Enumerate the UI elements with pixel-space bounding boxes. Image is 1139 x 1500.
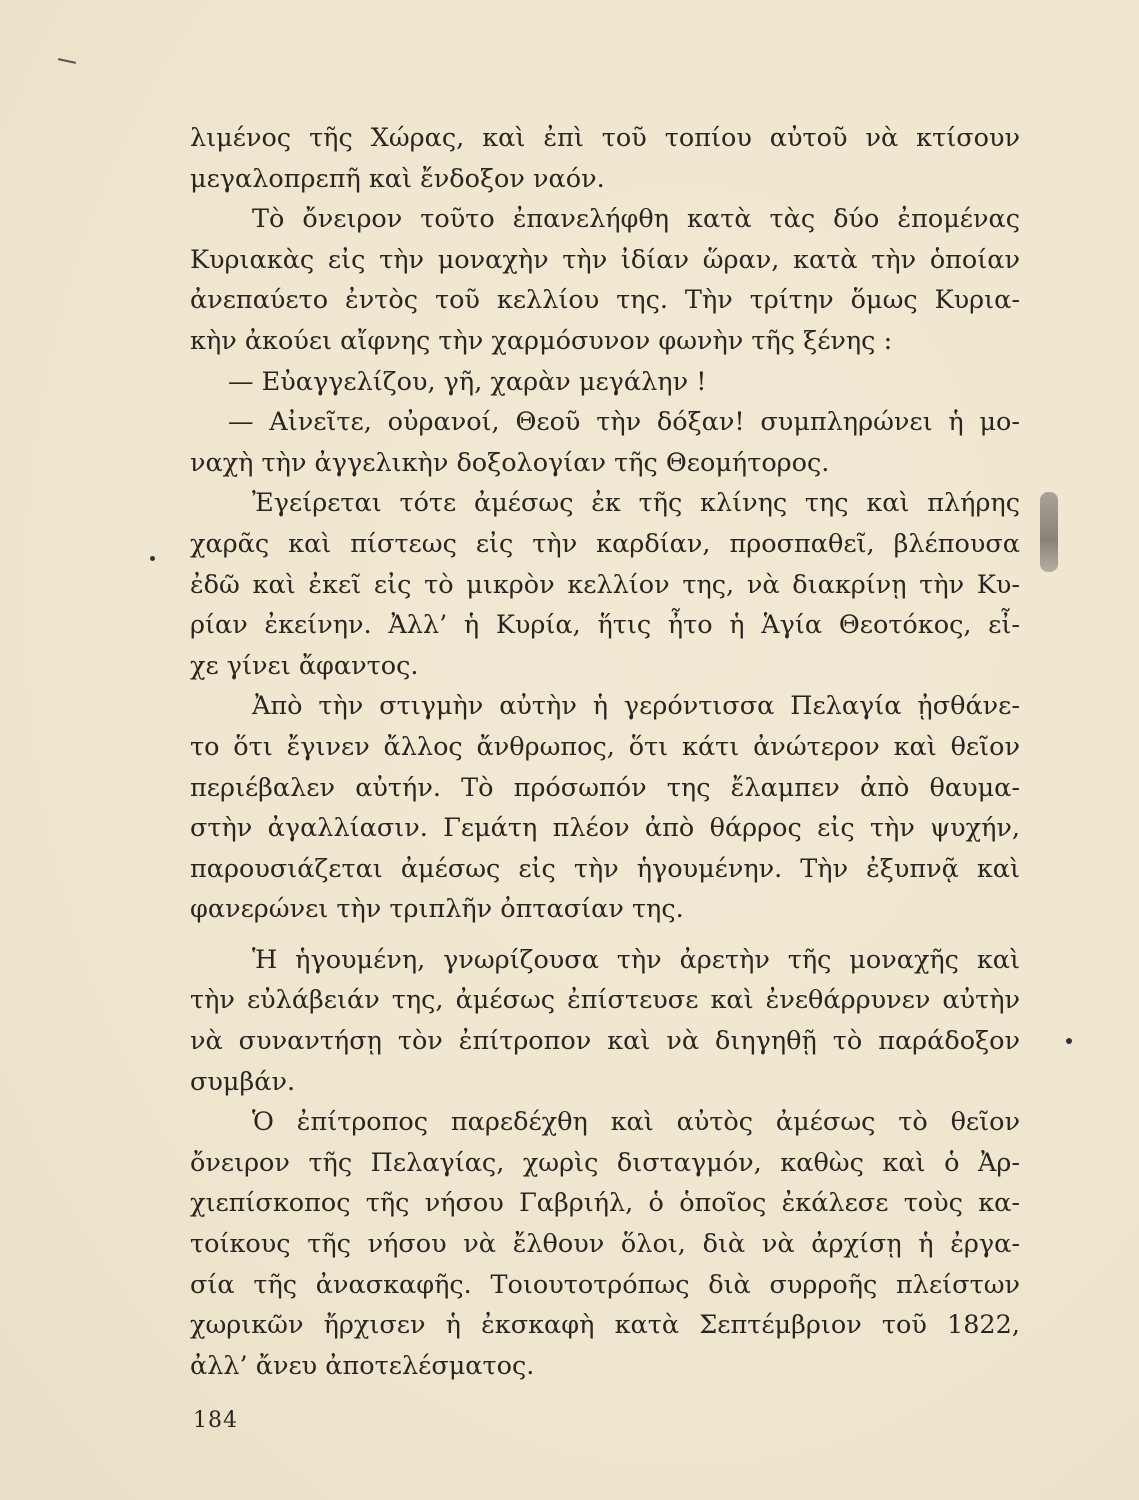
text-line: Ἐγείρεται τότε ἀμέσως ἐκ τῆς κλίνης της καὶ πλήρης — [252, 488, 1020, 519]
text-line: τοίκους τῆς νήσου νὰ ἔλθουν ὅλοι, διὰ νὰ ἀρχίσῃ ἡ ἐργα- — [190, 1229, 1020, 1260]
text-line: ἀνεπαύετο ἐντὸς τοῦ κελλίου της. Τὴν τρίτην ὅμως Κυρια- — [190, 285, 1020, 316]
text-line: χε γίνει ἄφαντος. — [190, 650, 419, 681]
text-line: — Αἰνεῖτε, οὐρανοί, Θεοῦ τὴν δόξαν! συμπληρώνει ἡ μο- — [228, 407, 1020, 438]
text-line: μεγαλοπρεπῆ καὶ ἔνδοξον ναόν. — [190, 163, 605, 194]
corner-stroke — [58, 58, 76, 64]
text-line: ὄνειρον τῆς Πελαγίας, χωρὶς δισταγμόν, καθὼς καὶ ὁ Ἀρ- — [190, 1147, 1020, 1178]
text-line: ἀλλ’ ἄνευ ἀποτελέσματος. — [190, 1350, 535, 1381]
text-line: κὴν ἀκούει αἴφνης τὴν χαρμόσυνον φωνὴν τῆς ξένης : — [190, 325, 893, 356]
text-line: χαρᾶς καὶ πίστεως εἰς τὴν καρδίαν, προσπαθεῖ, βλέπουσα — [190, 528, 1020, 559]
text-line: ρίαν ἐκείνην. Ἀλλ’ ἡ Κυρία, ἥτις ἦτο ἡ Ἁγία Θεοτόκος, εἶ- — [190, 610, 1020, 641]
text-line: — Εὐαγγελίζου, γῆ, χαρὰν μεγάλην ! — [228, 366, 707, 397]
text-line: Τὸ ὄνειρον τοῦτο ἐπανελήφθη κατὰ τὰς δύο ἐπομένας — [252, 204, 1020, 235]
text-line: χωρικῶν ἤρχισεν ἡ ἐκσκαφὴ κατὰ Σεπτέμβριον τοῦ 1822, — [190, 1310, 1020, 1341]
text-line: περιέβαλεν αὐτήν. Τὸ πρόσωπόν της ἔλαμπεν ἀπὸ θαυμα- — [190, 772, 1020, 803]
text-line: παρουσιάζεται ἀμέσως εἰς τὴν ἡγουμένην. Τὴν ἐξυπνᾷ καὶ — [190, 853, 1020, 884]
ink-dot — [150, 556, 155, 561]
text-line: στὴν ἀγαλλίασιν. Γεμάτη πλέον ἀπὸ θάρρος εἰς τὴν ψυχήν, — [190, 813, 1020, 844]
text-line: Κυριακὰς εἰς τὴν μοναχὴν τὴν ἰδίαν ὥραν, κατὰ τὴν ὁποίαν — [190, 244, 1020, 275]
text-line: σία τῆς ἀνασκαφῆς. Τοιουτοτρόπως διὰ συρροῆς πλείστων — [190, 1269, 1020, 1300]
body-text — [190, 118, 1020, 1386]
page-number: 184 — [193, 1408, 238, 1433]
text-line: φανερώνει τὴν τριπλῆν ὀπτασίαν της. — [190, 894, 684, 925]
text-line: Ὁ ἐπίτροπος παρεδέχθη καὶ αὐτὸς ἀμέσως τὸ θεῖον — [252, 1107, 1020, 1138]
ink-dot — [1066, 1038, 1072, 1044]
ink-smudge — [1040, 492, 1058, 572]
text-line: χιεπίσκοπος τῆς νήσου Γαβριήλ, ὁ ὁποῖος ἐκάλεσε τοὺς κα- — [190, 1188, 1020, 1219]
text-line: Ἡ ἡγουμένη, γνωρίζουσα τὴν ἀρετὴν τῆς μοναχῆς καὶ — [252, 944, 1020, 975]
text-line: ναχὴ τὴν ἀγγελικὴν δοξολογίαν τῆς Θεομήτορος. — [190, 447, 830, 478]
text-line: τὴν εὐλάβειάν της, ἀμέσως ἐπίστευσε καὶ ἐνεθάρρυνεν αὐτὴν — [190, 985, 1020, 1016]
text-line: συμβάν. — [190, 1066, 296, 1097]
text-line: λιμένος τῆς Χώρας, καὶ ἐπὶ τοῦ τοπίου αὐτοῦ νὰ κτίσουν — [190, 123, 1020, 153]
text-line: το ὅτι ἔγινεν ἄλλος ἄνθρωπος, ὅτι κάτι ἀνώτερον καὶ θεῖον — [190, 731, 1020, 762]
text-line: νὰ συναντήσῃ τὸν ἐπίτροπον καὶ νὰ διηγηθῇ τὸ παράδοξον — [190, 1026, 1020, 1057]
text-line: Ἀπὸ τὴν στιγμὴν αὐτὴν ἡ γερόντισσα Πελαγία ᾐσθάνε- — [252, 691, 1020, 722]
text-line: ἐδῶ καὶ ἐκεῖ εἰς τὸ μικρὸν κελλίον της, νὰ διακρίνῃ τὴν Κυ- — [190, 569, 1020, 600]
